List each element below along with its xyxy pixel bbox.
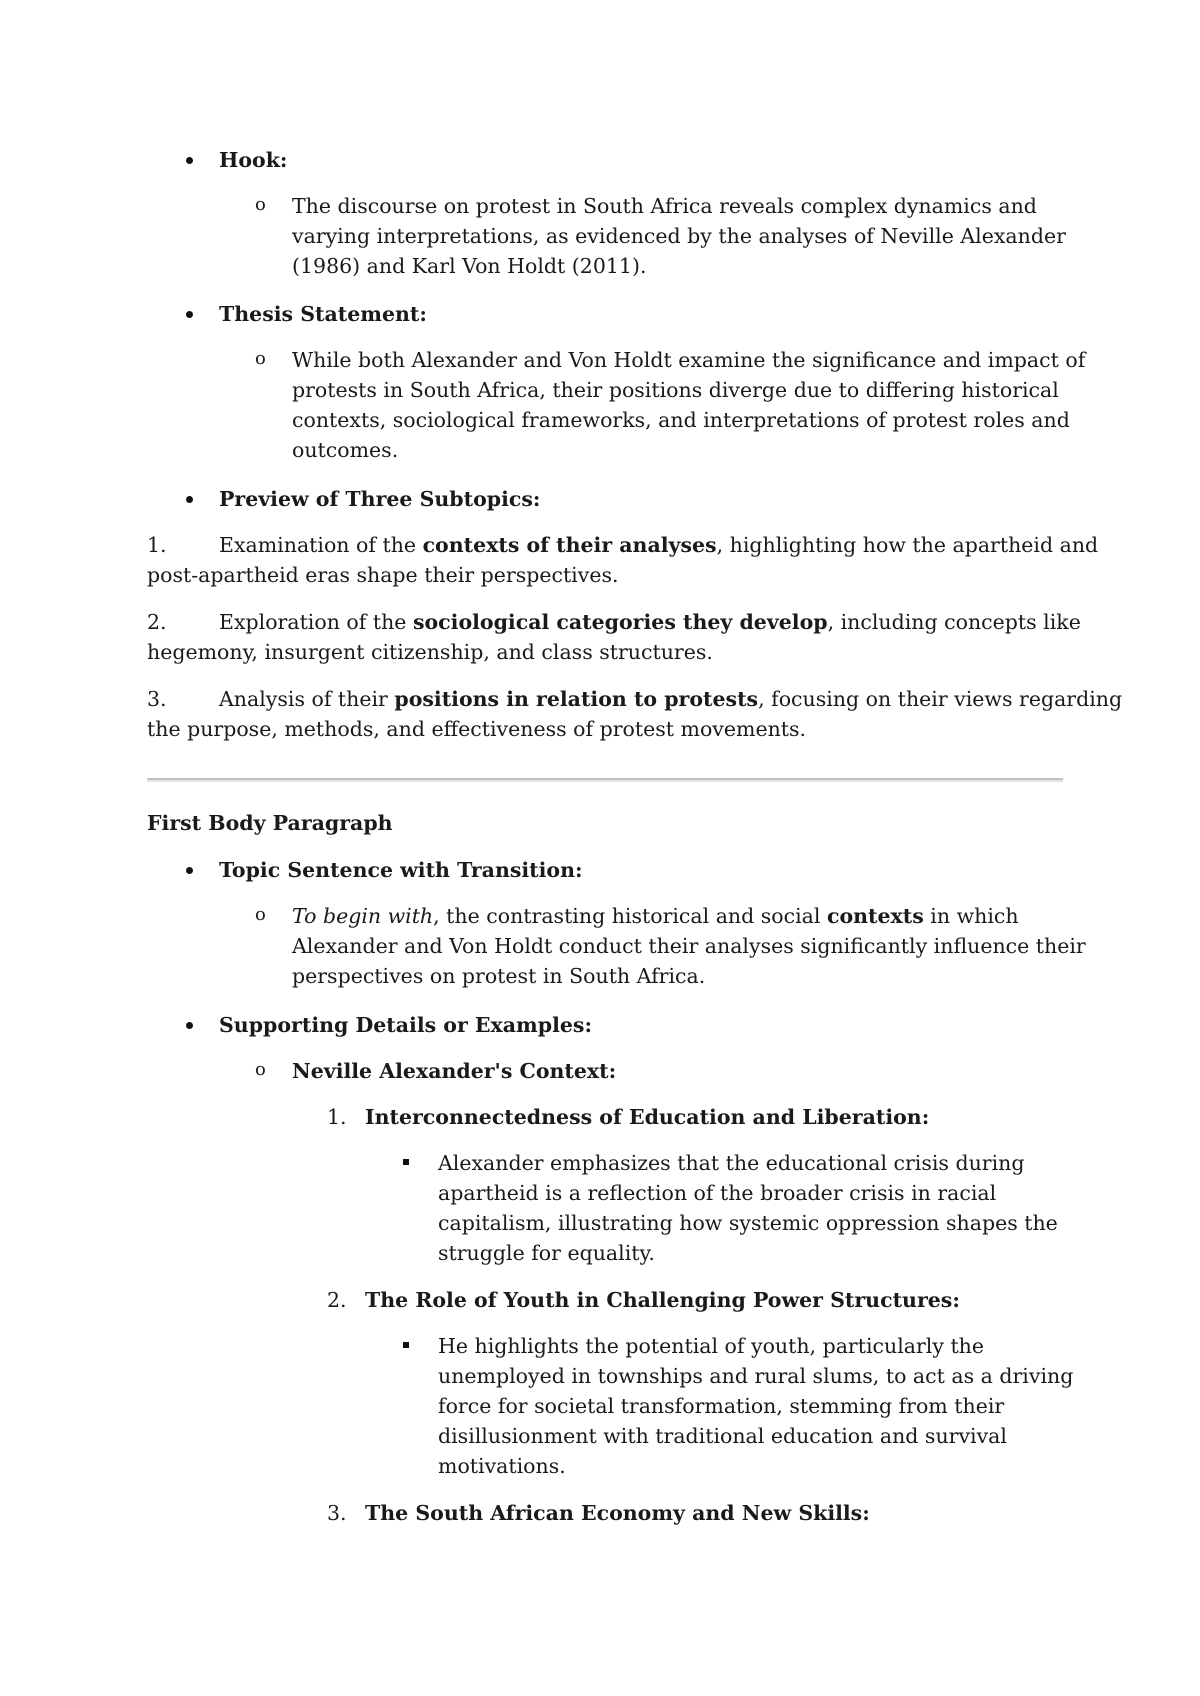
preview-item-line: Examination of the contexts of their analyses, highlighting how the apartheid and (219, 533, 1099, 557)
point-text-line: capitalism, illustrating how systemic oppression shapes the (438, 1211, 1058, 1235)
point-text-line: Alexander emphasizes that the educational crisis during (438, 1151, 1025, 1175)
point-text-line: apartheid is a reflection of the broader crisis in racial (438, 1181, 997, 1205)
bullet-disc-icon (186, 311, 193, 318)
bullet-circle-icon: o (255, 1059, 266, 1080)
topic-text-line: Alexander and Von Holdt conduct their analyses significantly influence their (292, 934, 1086, 958)
preview-item-line: the purpose, methods, and effectiveness of protest movements. (147, 717, 807, 741)
bullet-disc-icon (186, 867, 193, 874)
point-text-line: struggle for equality. (438, 1241, 655, 1265)
hook-text-line: (1986) and Karl Von Holdt (2011). (292, 254, 647, 278)
horizontal-divider (147, 778, 1063, 782)
point-number: 2. (327, 1288, 347, 1312)
topic-label: Topic Sentence with Transition: (219, 858, 583, 882)
bullet-circle-icon: o (255, 194, 266, 215)
bullet-circle-icon: o (255, 904, 266, 925)
point-title: The Role of Youth in Challenging Power Structures: (365, 1288, 960, 1312)
thesis-text-line: protests in South Africa, their positions diverge due to differing historical (292, 378, 1059, 402)
section-heading: First Body Paragraph (147, 811, 393, 835)
hook-text-line: varying interpretations, as evidenced by the analyses of Neville Alexander (292, 224, 1066, 248)
point-number: 1. (327, 1105, 347, 1129)
preview-item-number: 2. (147, 610, 167, 634)
support-label: Supporting Details or Examples: (219, 1013, 593, 1037)
context-label: Neville Alexander's Context: (292, 1059, 617, 1083)
preview-item-number: 3. (147, 687, 167, 711)
point-text-line: He highlights the potential of youth, particularly the (438, 1334, 985, 1358)
bullet-disc-icon (186, 157, 193, 164)
point-title: The South African Economy and New Skills: (365, 1501, 870, 1525)
thesis-text-line: While both Alexander and Von Holdt examine the significance and impact of (292, 348, 1086, 372)
bullet-square-icon (403, 1159, 409, 1165)
preview-label: Preview of Three Subtopics: (219, 487, 541, 511)
thesis-text-line: outcomes. (292, 438, 399, 462)
bullet-square-icon (403, 1342, 409, 1348)
topic-text-line: perspectives on protest in South Africa. (292, 964, 706, 988)
bullet-disc-icon (186, 496, 193, 503)
point-title: Interconnectedness of Education and Liberation: (365, 1105, 930, 1129)
point-text-line: unemployed in townships and rural slums, to act as a driving (438, 1364, 1074, 1388)
topic-text-line: To begin with, the contrasting historical and social contexts in which (292, 904, 1019, 928)
preview-item-number: 1. (147, 533, 167, 557)
bullet-circle-icon: o (255, 348, 266, 369)
preview-item-line: Exploration of the sociological categories they develop, including concepts like (219, 610, 1081, 634)
preview-item-line: post-apartheid eras shape their perspectives. (147, 563, 619, 587)
thesis-text-line: contexts, sociological frameworks, and interpretations of protest roles and (292, 408, 1070, 432)
point-text-line: force for societal transformation, stemming from their (438, 1394, 1005, 1418)
preview-item-line: hegemony, insurgent citizenship, and class structures. (147, 640, 713, 664)
point-text-line: motivations. (438, 1454, 566, 1478)
hook-label: Hook: (219, 148, 288, 172)
point-text-line: disillusionment with traditional education and survival (438, 1424, 1007, 1448)
preview-item-line: Analysis of their positions in relation to protests, focusing on their views regarding (219, 687, 1123, 711)
thesis-label: Thesis Statement: (219, 302, 427, 326)
hook-text-line: The discourse on protest in South Africa reveals complex dynamics and (292, 194, 1037, 218)
bullet-disc-icon (186, 1022, 193, 1029)
point-number: 3. (327, 1501, 347, 1525)
